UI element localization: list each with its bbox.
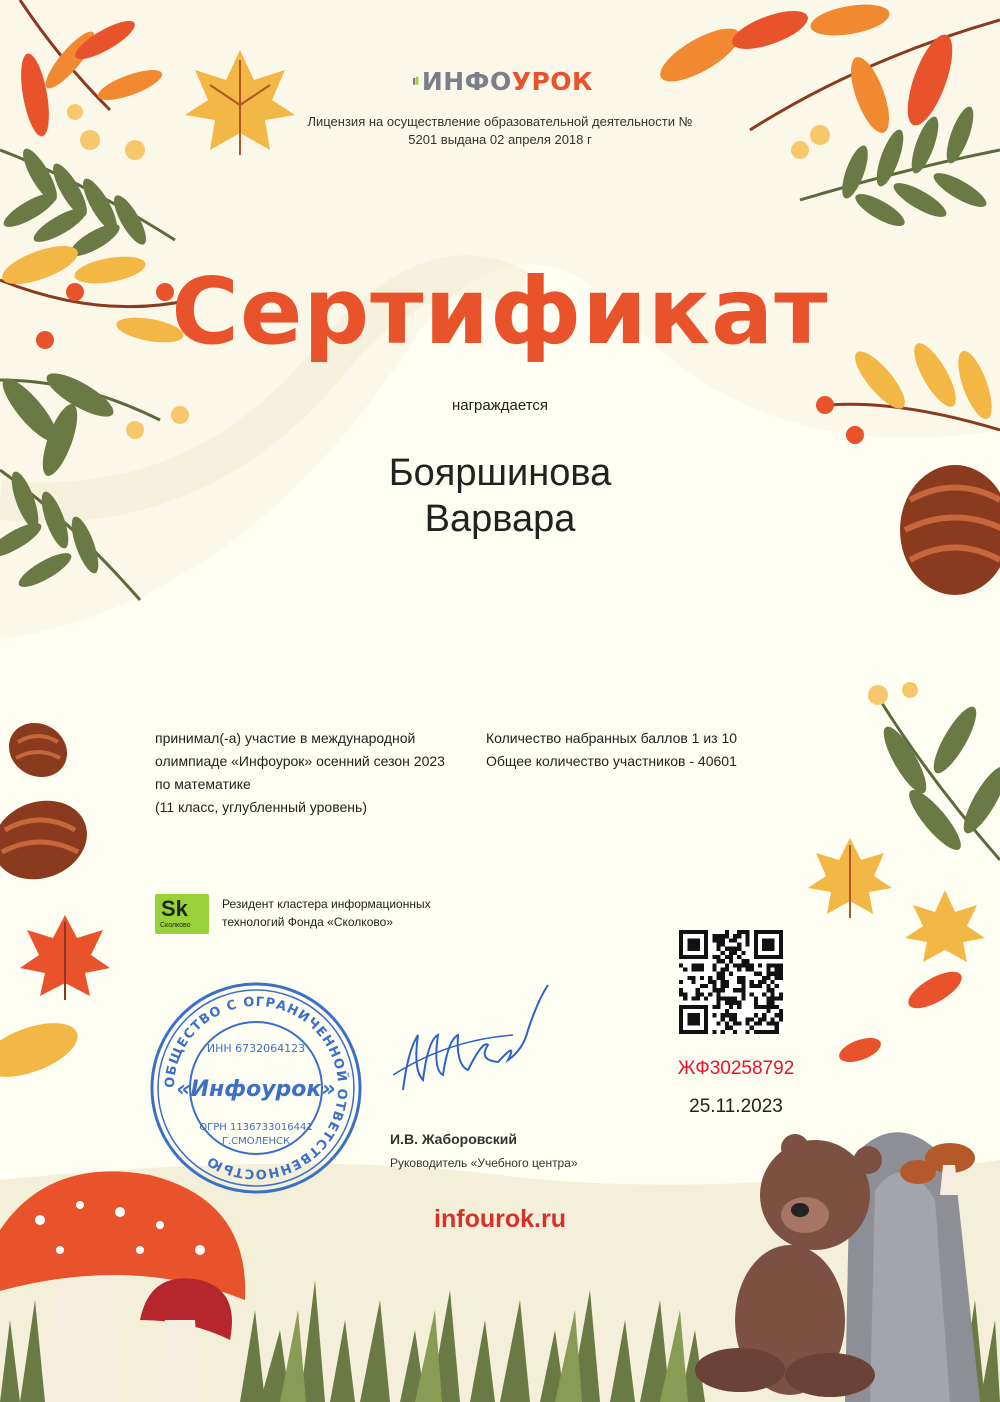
certificate-code: ЖФ30258792 — [677, 1058, 795, 1079]
maple-leaf-icon — [185, 50, 295, 155]
skolkovo-resident-text — [222, 895, 482, 931]
resident-line: Резидент кластера информационных — [222, 897, 431, 911]
certificate-title: Сертификат — [171, 258, 829, 365]
participation-text — [155, 727, 485, 819]
participation-line: по математике — [155, 776, 251, 792]
rowan-branch-icon — [16, 0, 165, 160]
qr-code-icon[interactable] — [679, 930, 783, 1034]
signer-name: И.В. Жаборовский — [390, 1131, 518, 1147]
infourok-logo-text — [422, 67, 593, 96]
license-text: Лицензия на осуществление образовательной деятельности № 5201 выдана 02 апреля 2018 г — [307, 114, 693, 147]
infourok-logo — [413, 64, 593, 98]
participation-line: принимал(-а) участие в международной — [155, 730, 416, 746]
skolkovo-logo-mark: Sk — [161, 896, 188, 921]
rowan-branch-icon — [653, 0, 1000, 159]
handwritten-signature — [388, 980, 558, 1120]
company-stamp — [148, 980, 364, 1196]
participation-line: (11 класс, углубленный уровень) — [155, 799, 367, 815]
stamp-ring-text: ОБЩЕСТВО С ОГРАНИЧЕННОЙ ОТВЕТСТВЕННОСТЬЮ — [162, 994, 350, 1182]
infourok-logo-icon — [413, 68, 422, 94]
certificate-date: 25.11.2023 — [689, 1096, 783, 1117]
recipient-surname: Бояршинова — [388, 452, 612, 494]
signer-role: Руководитель «Учебного центра» — [390, 1156, 578, 1170]
participants-line: Общее количество участников - 40601 — [486, 753, 737, 769]
logo-prefix: ИНФО — [421, 66, 512, 96]
stamp-center-text: «Инфоурок» — [176, 1077, 336, 1102]
stamp-city: Г.СМОЛЕНСК — [221, 1136, 291, 1147]
participation-line: олимпиаде «Инфоурок» осенний сезон 2023 — [155, 753, 445, 769]
awarded-label: награждается — [451, 397, 549, 414]
website-link[interactable]: infourok.ru — [434, 1205, 566, 1233]
fern-leaf-icon — [0, 145, 175, 262]
skolkovo-logo — [155, 894, 209, 934]
stamp-ogrn: ОГРН 1136733016441 — [199, 1122, 313, 1133]
skolkovo-logo-name: Сколково — [160, 922, 191, 929]
results-text — [486, 727, 806, 773]
recipient-given-name: Варвара — [424, 498, 576, 540]
recipient-name — [250, 450, 750, 542]
fern-leaf-icon — [800, 104, 1000, 232]
score-line: Количество набранных баллов 1 из 10 — [486, 730, 738, 746]
logo-suffix: УРОК — [511, 66, 593, 96]
resident-line: технологий Фонда «Сколково» — [222, 915, 393, 929]
stamp-inn: ИНН 6732064123 — [206, 1042, 306, 1055]
